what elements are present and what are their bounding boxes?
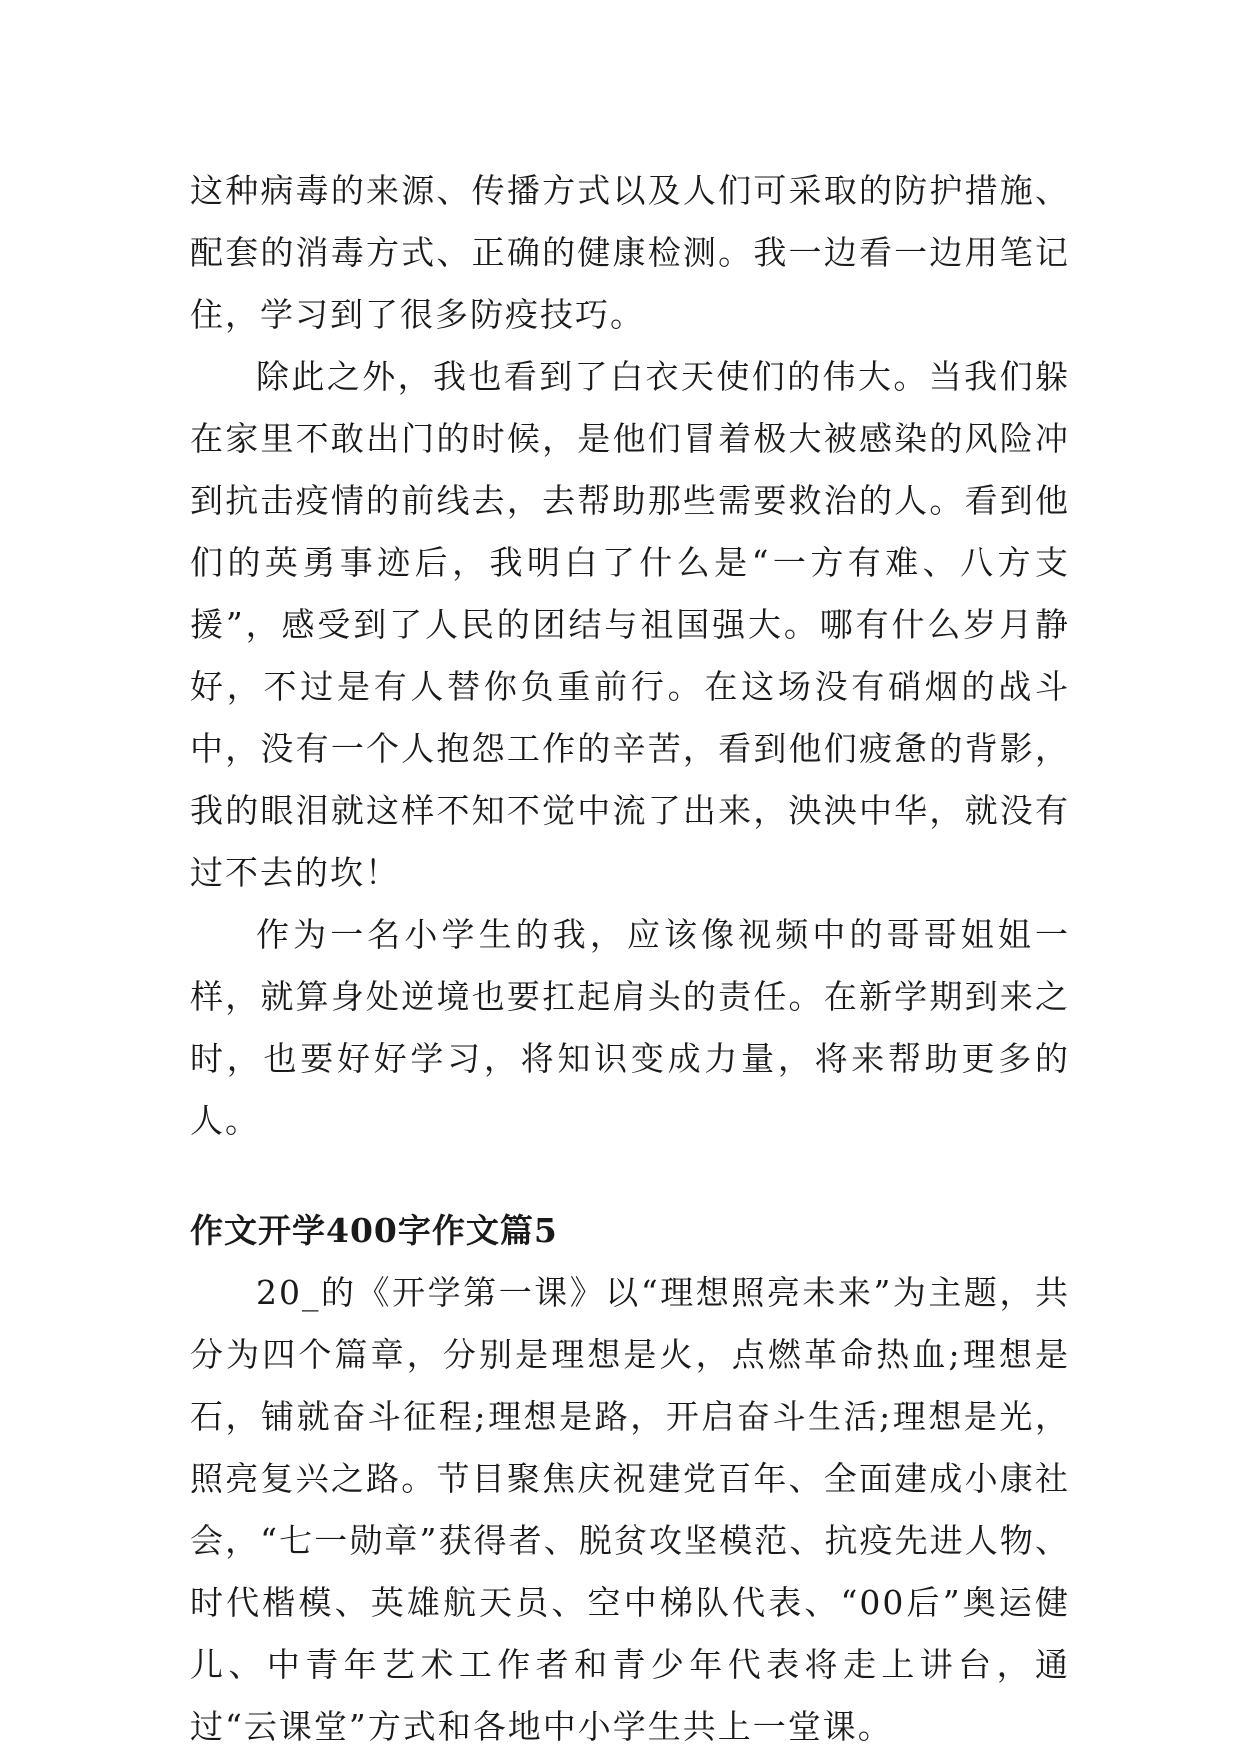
paragraph-virus-info: 这种病毒的来源、传播方式以及人们可采取的防护措施、配套的消毒方式、正确的健康检测。我一边看一边用笔记住，学习到了很多防疫技巧。 [190,171,1070,334]
section-heading: 作文开学400字作文篇5 [190,1211,558,1250]
paragraph-medical-workers: 除此之外，我也看到了白衣天使们的伟大。当我们躲在家里不敢出门的时候，是他们冒着极大被感染的风险冲到抗击疫情的前线去，去帮助那些需要救治的人。看到他们的英勇事迹后，我明白了什么是“一方有难、八方支援”，感受到了人民的团结与祖国强大。哪有什么岁月静好，不过是有人替你负重前行。在这场没有硝烟的战斗中，没有一个人抱怨工作的辛苦，看到他们疲惫的背影，我的眼泪就这样不知不觉中流了出来，泱泱中华，就没有过不去的坎！ [190,357,1070,892]
document-body [190,160,1070,1758]
paragraph-student-resolution: 作为一名小学生的我，应该像视频中的哥哥姐姐一样，就算身处逆境也要扛起肩头的责任。在新学期到来之时，也要好好学习，将知识变成力量，将来帮助更多的人。 [190,915,1070,1140]
paragraph-first-lesson: 20_的《开学第一课》以“理想照亮未来”为主题，共分为四个篇章，分别是理想是火，点燃革命热血;理想是石，铺就奋斗征程;理想是路，开启奋斗生活;理想是光，照亮复兴之路。节目聚焦庆祝建党百年、全面建成小康社会，“七一勋章”获得者、脱贫攻坚模范、抗疫先进人物、时代楷模、英雄航天员、空中梯队代表、“00后”奥运健儿、中青年艺术工作者和青少年代表将走上讲台，通过“云课堂”方式和各地中小学生共上一堂课。 [190,1273,1070,1746]
